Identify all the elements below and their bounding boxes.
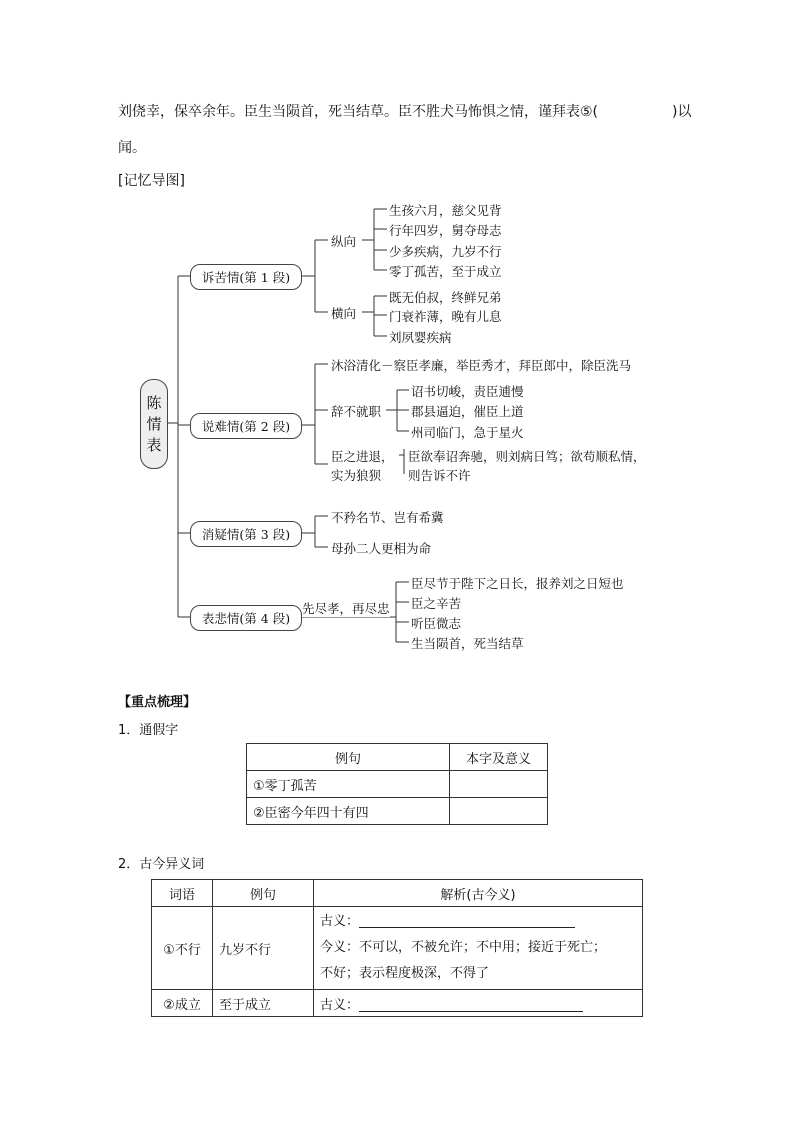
- branch-2-item: 诏书切峻，责臣逋慢: [411, 384, 524, 399]
- answer-cell[interactable]: [450, 798, 548, 825]
- branch-2-sub-label: 辞不就职: [331, 404, 382, 419]
- branch-1-sub-2-label: 横向: [331, 306, 357, 321]
- mindmap-root: [140, 379, 168, 469]
- table-cell: ①不行: [152, 907, 213, 990]
- table-row: [247, 771, 548, 798]
- root-char: 情: [146, 414, 162, 433]
- mindmap-heading: [记忆导图]: [118, 173, 185, 189]
- branch-1-item: 零丁孤苦，至于成立: [389, 264, 502, 279]
- branch-2-dilemma-text: 臣欲奉诏奔驰，则刘病日笃；欲苟顺私情，: [408, 449, 646, 464]
- branch-4-item: 臣之辛苦: [411, 596, 462, 611]
- root-char: 陈: [146, 393, 162, 412]
- branch-2-line-1: 沐浴清化－察臣孝廉，举臣秀才，拜臣郎中，除臣洗马: [331, 358, 632, 373]
- branch-1-item: 少多疾病，九岁不行: [389, 244, 502, 259]
- gujin-yiyi-table: [151, 879, 643, 1017]
- branch-1-item: 刘夙婴疾病: [389, 330, 452, 345]
- table-row: [152, 907, 643, 990]
- table-header: 词语: [152, 880, 213, 907]
- table-cell: ②臣密今年四十有四: [247, 798, 450, 825]
- table-header: 例句: [247, 744, 450, 771]
- table-cell: 至于成立: [213, 990, 314, 1017]
- section-2-title: 2．古今异义词: [118, 857, 205, 872]
- branch-3-item: 母孙二人更相为命: [331, 541, 432, 556]
- branch-1-box: 诉苦情(第 1 段): [190, 264, 302, 290]
- branch-4-item: 生当陨首，死当结草: [411, 636, 524, 651]
- branch-2-box: 说难情(第 2 段): [190, 413, 302, 439]
- table-row: [247, 798, 548, 825]
- table-cell: 九岁不行: [213, 907, 314, 990]
- answer-blank[interactable]: [359, 999, 583, 1012]
- tongjiazi-table: [246, 743, 548, 825]
- ancient-label: 古义：: [320, 914, 360, 929]
- ancient-label: 古义：: [320, 997, 360, 1013]
- root-char: 表: [146, 435, 162, 454]
- table-header: 例句: [213, 880, 314, 907]
- answer-blank[interactable]: [359, 915, 575, 928]
- review-heading: 【重点梳理】: [118, 695, 197, 710]
- branch-2-item: 州司临门，急于星火: [411, 425, 524, 440]
- branch-1-item: 门衰祚薄，晚有儿息: [389, 309, 502, 324]
- modern-meaning: 今义：不可以，不被允许；不中用；接近于死亡；: [320, 940, 607, 955]
- branch-2-item: 郡县逼迫，催臣上道: [411, 404, 524, 419]
- branch-1-item: 行年四岁，舅夺母志: [389, 223, 502, 238]
- table-cell: ②成立: [152, 990, 213, 1017]
- intro-text-end: )以: [672, 104, 692, 120]
- branch-1-item: 生孩六月，慈父见背: [389, 203, 502, 218]
- branch-4-box: 表悲情(第 4 段): [190, 605, 302, 631]
- table-row: [152, 990, 643, 1017]
- branch-4-item: 臣尽节于陛下之日长，报养刘之日短也: [411, 576, 624, 591]
- branch-3-item: 不矜名节、岂有希冀: [331, 510, 444, 525]
- intro-line-2: 闻。: [118, 140, 146, 156]
- branch-1-item: 既无伯叔，终鲜兄弟: [389, 290, 502, 305]
- section-1-title: 1．通假字: [118, 723, 179, 738]
- branch-3-box: 消疑情(第 3 段): [190, 521, 302, 547]
- branch-4-mid-label: 先尽孝，再尽忠: [302, 601, 390, 616]
- branch-4-item: 听臣微志: [411, 616, 462, 631]
- table-header: 本字及意义: [450, 744, 548, 771]
- analysis-cell: [314, 990, 643, 1017]
- modern-meaning: 不好；表示程度极深，不得了: [320, 966, 490, 981]
- branch-2-dilemma-label: 臣之进退，: [331, 449, 394, 464]
- answer-cell[interactable]: [450, 771, 548, 798]
- branch-2-dilemma-label: 实为狼狈: [331, 468, 382, 483]
- table-cell: ①零丁孤苦: [247, 771, 450, 798]
- branch-2-dilemma-text: 则告诉不许: [408, 468, 471, 483]
- intro-text: 刘侥幸，保卒余年。臣生当陨首，死当结草。臣不胜犬马怖惧之情，谨拜表⑤(: [118, 104, 599, 120]
- table-header: 解析(古今义): [314, 880, 643, 907]
- branch-1-sub-1-label: 纵向: [331, 234, 357, 249]
- analysis-cell: [314, 907, 643, 990]
